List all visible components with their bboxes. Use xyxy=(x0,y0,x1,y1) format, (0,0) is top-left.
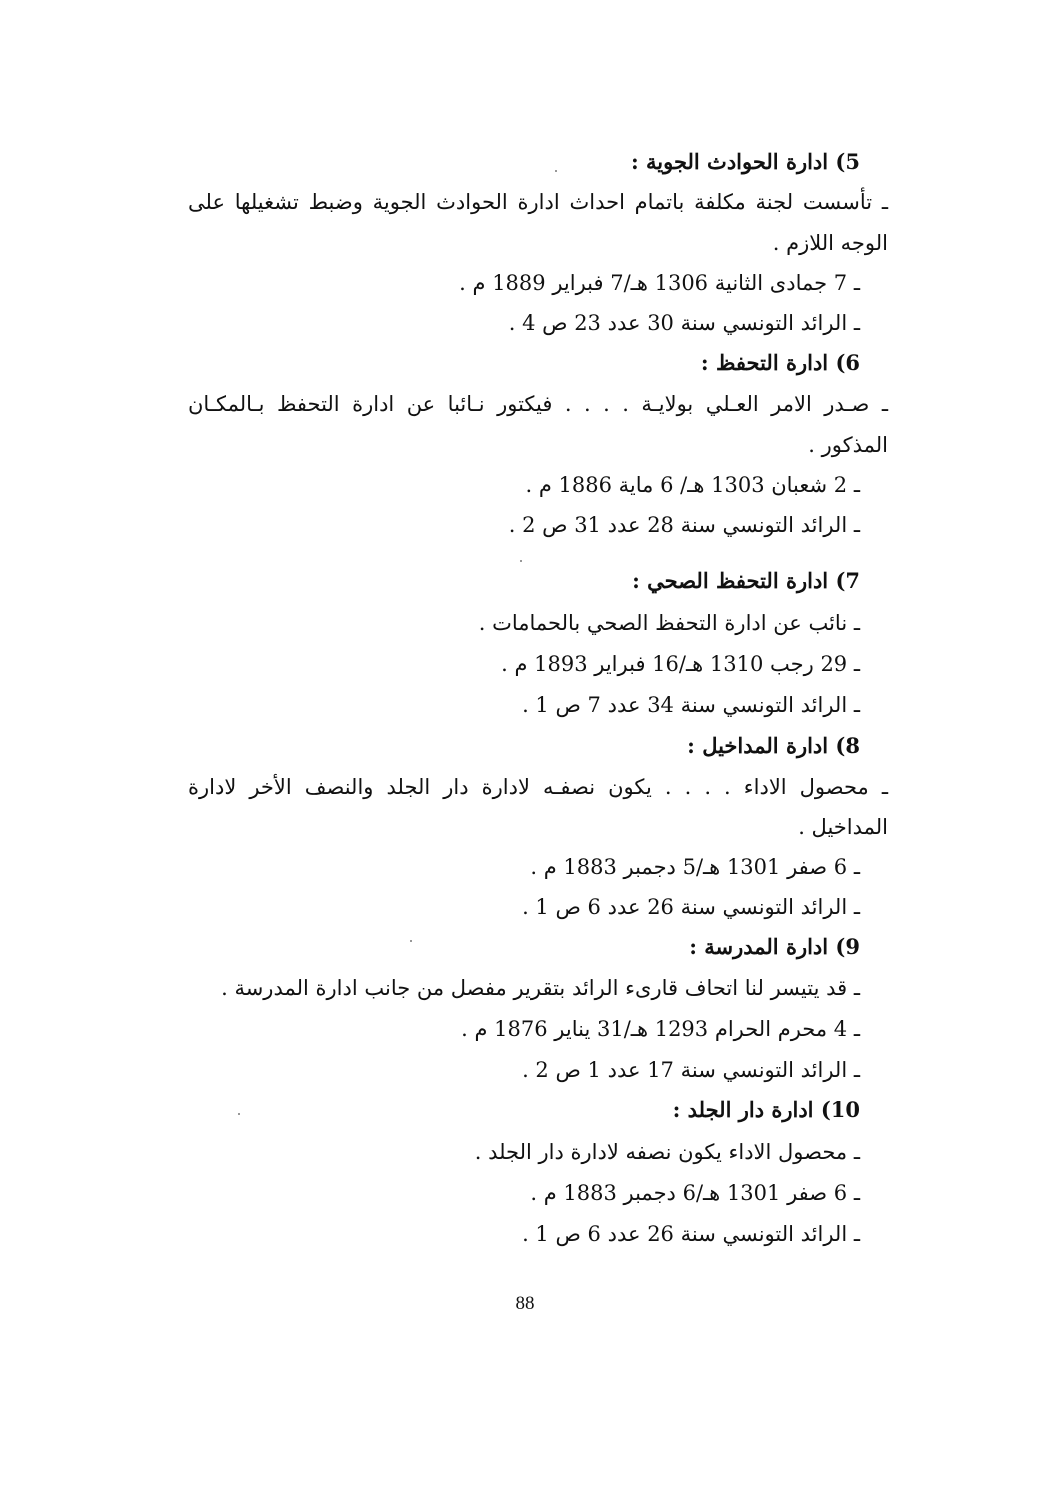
section-5-paragraph-line-2: الوجه اللازم . xyxy=(772,231,888,255)
section-heading-8: 8) ادارة المداخيل : xyxy=(687,733,860,758)
section-8-reference: ـ الرائد التونسي سنة 26 عدد 6 ص 1 . xyxy=(522,895,860,919)
section-7-date: ـ 29 رجب 1310 هـ/16 فبراير 1893 م . xyxy=(501,652,860,676)
section-heading-7: 7) ادارة التحفظ الصحي : xyxy=(632,568,860,593)
page-number: 88 xyxy=(515,1293,535,1314)
section-8-paragraph-line-1: ـ محصول الاداء . . . . يكون نصفـه لادارة دار الجلد والنصف الأخر لادارة xyxy=(188,775,888,799)
section-5-reference: ـ الرائد التونسي سنة 30 عدد 23 ص 4 . xyxy=(508,311,860,335)
section-heading-9: 9) ادارة المدرسة : xyxy=(689,934,860,959)
section-5-paragraph-line-1: ـ تأسست لجنة مكلفة باتمام احداث ادارة الحوادث الجوية وضبط تشغيلها على xyxy=(188,190,888,214)
section-8-paragraph-line-2: المداخيل . xyxy=(798,815,888,839)
section-10-paragraph-line-1: ـ محصول الاداء يكون نصفه لادارة دار الجلد . xyxy=(474,1140,860,1164)
section-10-reference: ـ الرائد التونسي سنة 26 عدد 6 ص 1 . xyxy=(522,1222,860,1246)
section-10-date: ـ 6 صفر 1301 هـ/6 دجمبر 1883 م . xyxy=(530,1181,860,1205)
section-9-paragraph-line-1: ـ قد يتيسر لنا اتحاف قارىء الرائد بتقرير مفصل من جانب ادارة المدرسة . xyxy=(221,976,860,1000)
scan-speck xyxy=(520,560,522,562)
section-6-date: ـ 2 شعبان 1303 هـ/ 6 ماية 1886 م . xyxy=(525,473,860,497)
section-6-paragraph-line-2: المذكور . xyxy=(808,433,888,457)
section-9-reference: ـ الرائد التونسي سنة 17 عدد 1 ص 2 . xyxy=(522,1058,860,1082)
section-heading-6: 6) ادارة التحفظ : xyxy=(700,350,860,375)
section-heading-10: 10) ادارة دار الجلد : xyxy=(672,1097,860,1122)
scan-speck xyxy=(238,1113,240,1115)
section-heading-5: 5) ادارة الحوادث الجوية : xyxy=(630,149,860,174)
section-8-date: ـ 6 صفر 1301 هـ/5 دجمبر 1883 م . xyxy=(530,855,860,879)
section-6-reference: ـ الرائد التونسي سنة 28 عدد 31 ص 2 . xyxy=(508,513,860,537)
scan-speck xyxy=(410,940,412,942)
section-6-paragraph-line-1: ـ صـدر الامر العـلي بولايـة . . . . فيكتور نـائبا عن ادارة التحفظ بـالمكـان xyxy=(188,392,888,416)
scan-speck xyxy=(555,170,557,172)
section-5-date: ـ 7 جمادى الثانية 1306 هـ/7 فبراير 1889 م . xyxy=(459,271,860,295)
document-page xyxy=(188,0,888,1485)
section-7-reference: ـ الرائد التونسي سنة 34 عدد 7 ص 1 . xyxy=(522,693,860,717)
section-9-date: ـ 4 محرم الحرام 1293 هـ/31 يناير 1876 م . xyxy=(461,1017,860,1041)
section-7-paragraph-line-1: ـ نائب عن ادارة التحفظ الصحي بالحمامات . xyxy=(478,611,860,635)
